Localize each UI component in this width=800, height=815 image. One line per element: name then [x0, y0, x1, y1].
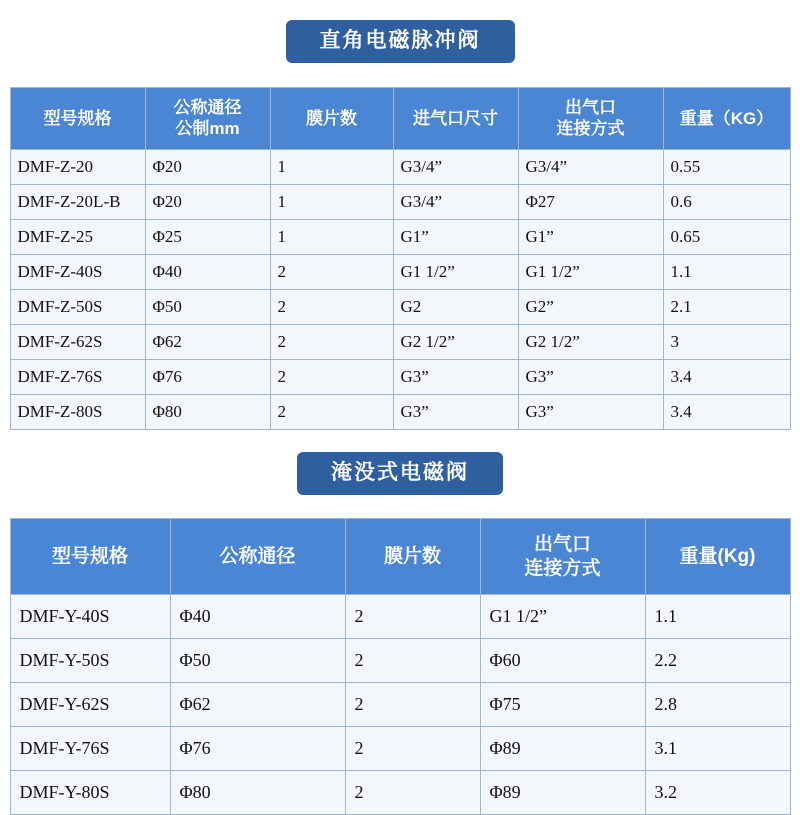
- cell-diaphragm-count: 2: [345, 595, 480, 639]
- cell-outlet-connection: Φ89: [480, 771, 645, 815]
- cell-nominal-diameter: Φ76: [145, 359, 270, 394]
- col-header-outlet-connection: 出气口 连接方式: [480, 518, 645, 595]
- top-spacer: [0, 0, 800, 20]
- table-row: [10, 149, 790, 184]
- table-row: [10, 359, 790, 394]
- cell-model: DMF-Z-62S: [10, 324, 145, 359]
- cell-nominal-diameter: Φ50: [170, 639, 345, 683]
- cell-diaphragm-count: 2: [345, 639, 480, 683]
- section-1-title-gap: [0, 63, 800, 87]
- col-header-inlet-size: 进气口尺寸: [393, 88, 518, 150]
- table-2-body: [10, 595, 790, 815]
- cell-weight: 3.2: [645, 771, 790, 815]
- cell-nominal-diameter: Φ50: [145, 289, 270, 324]
- cell-diaphragm-count: 1: [270, 184, 393, 219]
- cell-nominal-diameter: Φ80: [145, 394, 270, 429]
- cell-inlet-size: G2 1/2”: [393, 324, 518, 359]
- cell-nominal-diameter: Φ62: [145, 324, 270, 359]
- section-1-title-wrap: [0, 20, 800, 63]
- cell-weight: 2.1: [663, 289, 790, 324]
- cell-diaphragm-count: 2: [270, 254, 393, 289]
- cell-outlet-connection: G3”: [518, 359, 663, 394]
- table-1-header-row: [10, 88, 790, 150]
- cell-inlet-size: G3”: [393, 394, 518, 429]
- cell-weight: 3.1: [645, 727, 790, 771]
- table-2-header-row: [10, 518, 790, 595]
- cell-weight: 1.1: [663, 254, 790, 289]
- table-row: [10, 727, 790, 771]
- cell-outlet-connection: G1”: [518, 219, 663, 254]
- col-header-model: 型号规格: [10, 88, 145, 150]
- cell-diaphragm-count: 2: [270, 324, 393, 359]
- cell-diaphragm-count: 2: [270, 394, 393, 429]
- cell-weight: 0.6: [663, 184, 790, 219]
- cell-model: DMF-Z-50S: [10, 289, 145, 324]
- cell-outlet-connection: Φ89: [480, 727, 645, 771]
- table-2-header: [10, 518, 790, 595]
- cell-weight: 2.8: [645, 683, 790, 727]
- cell-outlet-connection: G3/4”: [518, 149, 663, 184]
- cell-inlet-size: G3/4”: [393, 149, 518, 184]
- cell-inlet-size: G1”: [393, 219, 518, 254]
- cell-diaphragm-count: 2: [345, 683, 480, 727]
- table-row: [10, 771, 790, 815]
- cell-model: DMF-Y-80S: [10, 771, 170, 815]
- cell-model: DMF-Z-80S: [10, 394, 145, 429]
- cell-weight: 1.1: [645, 595, 790, 639]
- cell-diaphragm-count: 2: [270, 289, 393, 324]
- table-row: [10, 595, 790, 639]
- cell-weight: 0.65: [663, 219, 790, 254]
- col-header-model: 型号规格: [10, 518, 170, 595]
- cell-nominal-diameter: Φ20: [145, 149, 270, 184]
- cell-model: DMF-Z-40S: [10, 254, 145, 289]
- cell-diaphragm-count: 2: [345, 727, 480, 771]
- table-1-header: [10, 88, 790, 150]
- col-header-weight: 重量(Kg): [645, 518, 790, 595]
- table-row: [10, 254, 790, 289]
- table-row: [10, 324, 790, 359]
- cell-inlet-size: G1 1/2”: [393, 254, 518, 289]
- cell-model: DMF-Y-76S: [10, 727, 170, 771]
- cell-diaphragm-count: 1: [270, 219, 393, 254]
- table-row: [10, 219, 790, 254]
- table-row: [10, 394, 790, 429]
- cell-outlet-connection: G1 1/2”: [480, 595, 645, 639]
- col-header-nominal-diameter: 公称通径 公制mm: [145, 88, 270, 150]
- cell-diaphragm-count: 2: [270, 359, 393, 394]
- col-header-diaphragm-count: 膜片数: [270, 88, 393, 150]
- cell-weight: 3: [663, 324, 790, 359]
- section-2-title-gap: [0, 495, 800, 518]
- cell-model: DMF-Z-25: [10, 219, 145, 254]
- cell-weight: 3.4: [663, 359, 790, 394]
- table-1-body: [10, 149, 790, 429]
- col-header-diaphragm-count: 膜片数: [345, 518, 480, 595]
- col-header-weight: 重量（KG）: [663, 88, 790, 150]
- cell-weight: 3.4: [663, 394, 790, 429]
- section-1-title: 直角电磁脉冲阀: [286, 20, 515, 63]
- table-row: [10, 683, 790, 727]
- cell-nominal-diameter: Φ80: [170, 771, 345, 815]
- cell-nominal-diameter: Φ20: [145, 184, 270, 219]
- cell-nominal-diameter: Φ25: [145, 219, 270, 254]
- angle-valve-spec-table: [10, 87, 791, 430]
- table-row: [10, 184, 790, 219]
- col-header-nominal-diameter: 公称通径: [170, 518, 345, 595]
- cell-outlet-connection: G2”: [518, 289, 663, 324]
- table-row: [10, 639, 790, 683]
- cell-inlet-size: G2: [393, 289, 518, 324]
- cell-nominal-diameter: Φ40: [145, 254, 270, 289]
- section-2-title-wrap: [0, 452, 800, 495]
- cell-outlet-connection: G2 1/2”: [518, 324, 663, 359]
- cell-outlet-connection: Φ27: [518, 184, 663, 219]
- cell-outlet-connection: G3”: [518, 394, 663, 429]
- between-sections-gap: [0, 430, 800, 452]
- cell-model: DMF-Y-62S: [10, 683, 170, 727]
- cell-outlet-connection: Φ75: [480, 683, 645, 727]
- cell-model: DMF-Y-50S: [10, 639, 170, 683]
- cell-model: DMF-Y-40S: [10, 595, 170, 639]
- cell-nominal-diameter: Φ62: [170, 683, 345, 727]
- table-row: [10, 289, 790, 324]
- cell-nominal-diameter: Φ76: [170, 727, 345, 771]
- cell-weight: 0.55: [663, 149, 790, 184]
- cell-inlet-size: G3/4”: [393, 184, 518, 219]
- section-2-title: 淹没式电磁阀: [297, 452, 503, 495]
- cell-outlet-connection: G1 1/2”: [518, 254, 663, 289]
- cell-diaphragm-count: 1: [270, 149, 393, 184]
- cell-weight: 2.2: [645, 639, 790, 683]
- cell-model: DMF-Z-76S: [10, 359, 145, 394]
- cell-outlet-connection: Φ60: [480, 639, 645, 683]
- cell-model: DMF-Z-20L-B: [10, 184, 145, 219]
- cell-nominal-diameter: Φ40: [170, 595, 345, 639]
- cell-model: DMF-Z-20: [10, 149, 145, 184]
- cell-diaphragm-count: 2: [345, 771, 480, 815]
- col-header-outlet-connection: 出气口 连接方式: [518, 88, 663, 150]
- submerged-valve-spec-table: [10, 518, 791, 815]
- cell-inlet-size: G3”: [393, 359, 518, 394]
